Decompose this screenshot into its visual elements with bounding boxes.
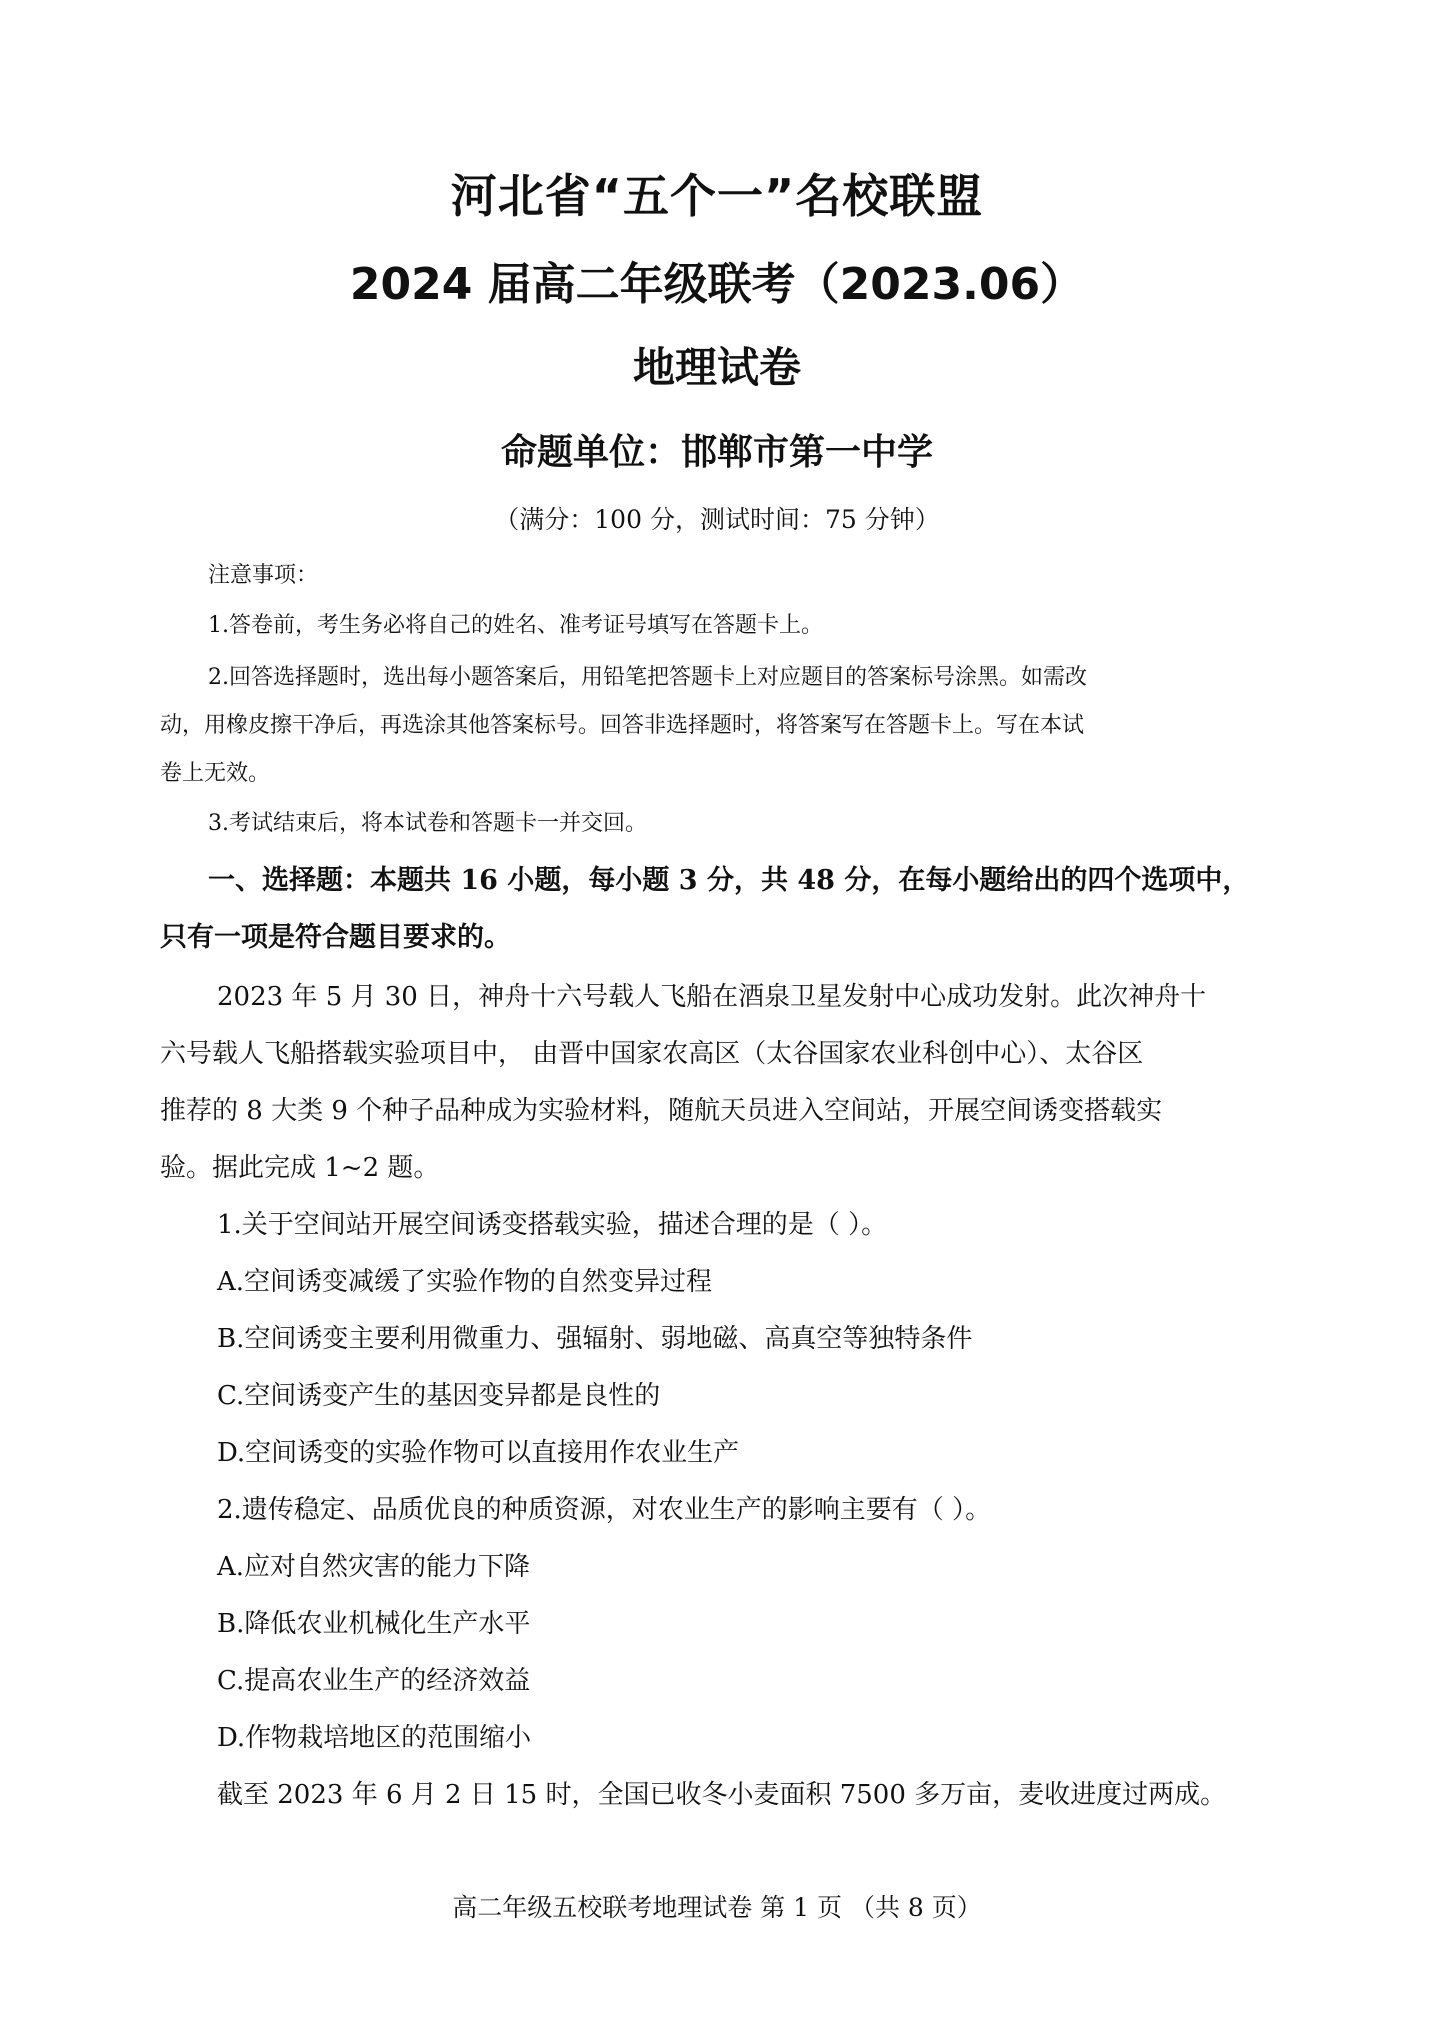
page-footer: 高二年级五校联考地理试卷 第 1 页 （共 8 页） <box>452 1893 982 1922</box>
exam-subject-title: 地理试卷 <box>632 343 801 392</box>
passage-line1: 2023 年 5 月 30 日，神舟十六号载人飞船在酒泉卫星发射中心成功发射。此次神舟十 <box>217 982 1207 1012</box>
section-heading-line2: 只有一项是符合题目要求的。 <box>160 922 511 953</box>
passage-line2: 六号载人飞船搭载实验项目中， 由晋中国家农高区（太谷国家农业科创中心）、太谷区 <box>160 1039 1144 1069</box>
section-heading-line1: 一、选择题：本题共 16 小题，每小题 3 分，共 48 分，在每小题给出的四个选项中， <box>208 865 1250 896</box>
question-2-option-a: A.应对自然灾害的能力下降 <box>217 1552 531 1582</box>
question-2-option-c: C.提高农业生产的经济效益 <box>217 1666 531 1696</box>
question-1-stem: 1.关于空间站开展空间诱变搭载实验，描述合理的是（ ）。 <box>217 1210 888 1240</box>
notes-heading: 注意事项： <box>208 563 319 588</box>
score-time-info: （满分：100 分，测试时间：75 分钟） <box>494 505 940 534</box>
question-1-option-c: C.空间诱变产生的基因变异都是良性的 <box>217 1381 661 1411</box>
question-2-option-d: D.作物栽培地区的范围缩小 <box>217 1723 532 1753</box>
note-item-3: 3.考试结束后，将本试卷和答题卡一并交回。 <box>208 811 647 836</box>
question-1-option-d: D.空间诱变的实验作物可以直接用作农业生产 <box>217 1438 740 1468</box>
note-item-2-line1: 2.回答选择题时，选出每小题答案后，用铅笔把答题卡上对应题目的答案标号涂黑。如需改 <box>208 665 1087 690</box>
exam-title-line2: 2024 届高二年级联考（2023.06） <box>349 259 1085 310</box>
next-passage-line: 截至 2023 年 6 月 2 日 15 时，全国已收冬小麦面积 7500 多万亩，麦收进度过两成。 <box>217 1780 1227 1810</box>
question-2-option-b: B.降低农业机械化生产水平 <box>217 1609 531 1639</box>
passage-line3: 推荐的 8 大类 9 个种子品种成为实验材料，随航天员进入空间站，开展空间诱变搭载实 <box>160 1096 1163 1126</box>
exam-title-line1: 河北省“五个一”名校联盟 <box>450 169 984 223</box>
note-item-1: 1.答卷前，考生务必将自己的姓名、准考证号填写在答题卡上。 <box>208 613 823 638</box>
note-item-2-line3: 卷上无效。 <box>160 761 271 786</box>
question-1-option-a: A.空间诱变减缓了实验作物的自然变异过程 <box>217 1267 713 1297</box>
passage-line4: 验。据此完成 1~2 题。 <box>160 1153 440 1183</box>
question-2-stem: 2.遗传稳定、品质优良的种质资源，对农业生产的影响主要有（ ）。 <box>217 1495 992 1525</box>
question-1-option-b: B.空间诱变主要利用微重力、强辐射、弱地磁、高真空等独特条件 <box>217 1324 973 1354</box>
setting-unit: 命题单位：邯郸市第一中学 <box>500 431 933 473</box>
note-item-2-line2: 动，用橡皮擦干净后，再选涂其他答案标号。回答非选择题时，将答案写在答题卡上。写在本试 <box>160 713 1085 738</box>
